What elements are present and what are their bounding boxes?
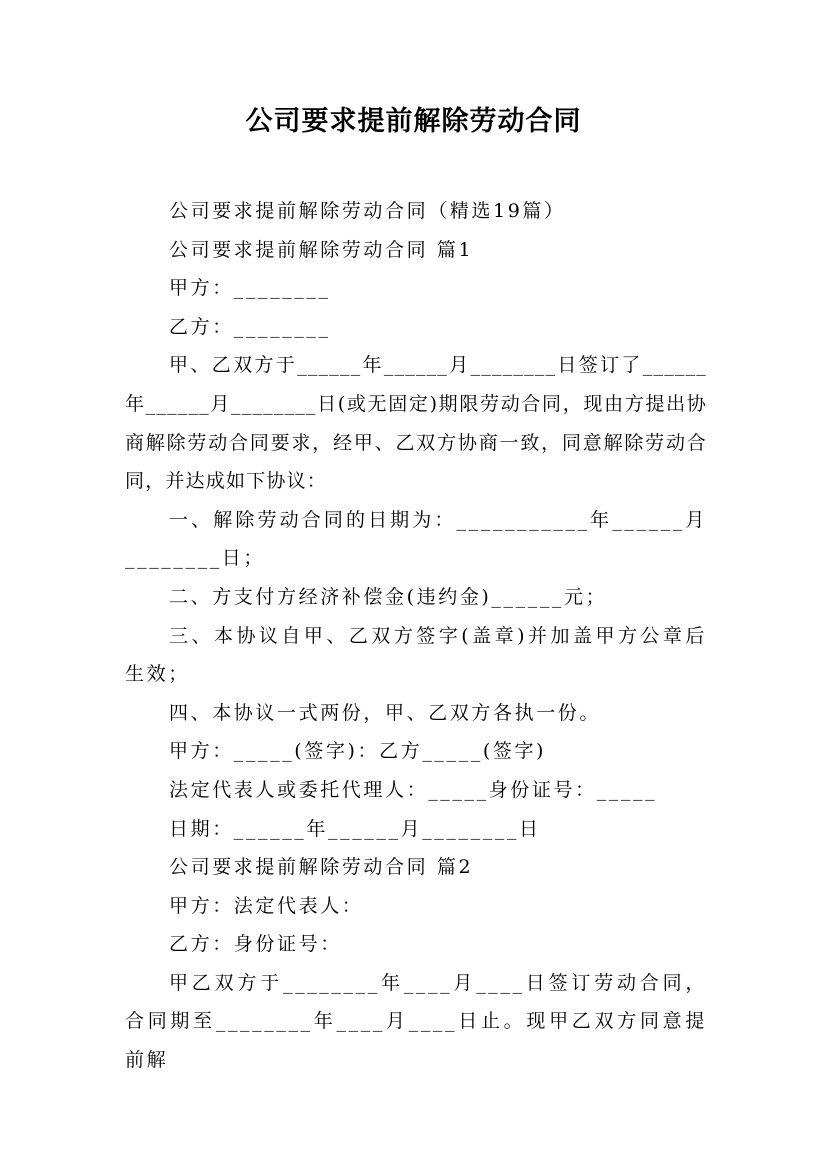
party-a-representative-line: 甲方：法定代表人： [169,894,364,917]
clause-1: 一、解除劳动合同的日期为：___________年______月________日； [125,508,707,570]
representative-line: 法定代表人或委托代理人：_____身份证号：_____ [169,778,658,801]
paragraph-contract-term: 甲乙双方于________年____月____日签订劳动合同，合同期至________年____月____日止。现甲乙双方同意提前解 [125,971,707,1072]
section-heading-1: 公司要求提前解除劳动合同 篇1 [169,238,474,261]
party-a-line: 甲方：________ [169,277,331,300]
clause-2: 二、方支付方经济补偿金(违约金)______元； [169,585,608,608]
date-line: 日期：______年______月________日 [169,817,541,840]
signature-line: 甲方：_____(签字)：乙方_____(签字) [169,740,547,763]
paragraph-agreement: 甲、乙双方于______年______月________日签订了______年______月________日(或无固定)期限劳动合同，现由方提出协商解除劳动合同要求，经甲、乙双方协商一致，同意解除劳动合同，并达成如下协议： [125,354,707,493]
party-b-id-line: 乙方：身份证号： [169,933,342,956]
paragraph-intro: 公司要求提前解除劳动合同（精选19篇） [169,200,566,222]
document-body [125,192,707,1080]
clause-4: 四、本协议一式两份，甲、乙双方各执一份。 [169,701,602,724]
document-title: 公司要求提前解除劳动合同 [245,106,582,137]
party-b-line: 乙方：________ [169,315,331,338]
section-heading-2: 公司要求提前解除劳动合同 篇2 [169,856,474,879]
clause-3: 三、本协议自甲、乙双方签字(盖章)并加盖甲方公章后生效； [125,624,707,686]
